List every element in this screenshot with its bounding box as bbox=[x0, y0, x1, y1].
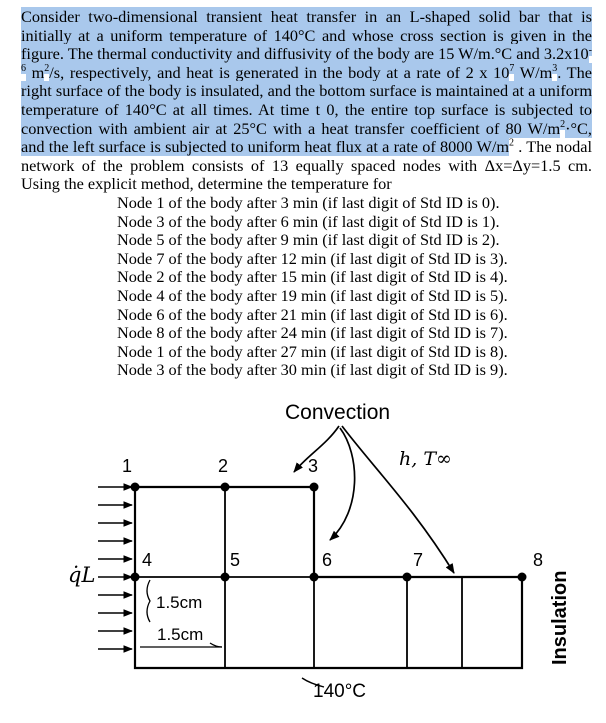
heat-flux-label: q̇L bbox=[68, 563, 96, 587]
node-label-3: 3 bbox=[308, 456, 319, 476]
node-label-7: 7 bbox=[413, 550, 424, 570]
node-7 bbox=[403, 573, 412, 582]
heat-flux-arrows bbox=[98, 487, 132, 649]
superscript-exponent: 2 bbox=[509, 137, 515, 149]
problem-text-4: W/m bbox=[514, 62, 553, 82]
node-8 bbox=[518, 573, 527, 582]
node-6 bbox=[310, 573, 319, 582]
case-item: Node 5 of the body after 9 min (if last digit of Std ID is 2). bbox=[117, 230, 500, 250]
node-label-8: 8 bbox=[533, 550, 544, 570]
bottom-temperature-label: 140°C bbox=[313, 681, 367, 702]
case-item: Node 3 of the body after 30 min (if last digit of Std ID is 9). bbox=[117, 360, 508, 380]
problem-text-3: /s, respectively, and heat is generated in the body at a rate of 2 x 10 bbox=[49, 62, 510, 82]
convection-coeff-label: h, T∞ bbox=[399, 448, 452, 470]
node-4 bbox=[131, 573, 140, 582]
node-label-5: 5 bbox=[230, 550, 241, 570]
case-item: Node 6 of the body after 21 min (if last digit of Std ID is 6). bbox=[117, 304, 508, 324]
node-label-4: 4 bbox=[142, 550, 153, 570]
node-labels bbox=[122, 456, 543, 570]
problem-text-6: ·°C, and the left surface is subjected to uniform heat flux at a rate of 8000 W/m bbox=[21, 118, 592, 157]
superscript-exponent: 3 bbox=[552, 63, 558, 75]
superscript-exponent: 2 bbox=[44, 63, 50, 75]
node-5 bbox=[221, 573, 230, 582]
node-label-2: 2 bbox=[218, 456, 229, 476]
problem-text-2: m bbox=[26, 62, 45, 82]
case-item: Node 4 of the body after 19 min (if last digit of Std ID is 5). bbox=[117, 285, 508, 305]
spacing-label: 1.5cm bbox=[157, 625, 204, 644]
node-label-6: 6 bbox=[322, 550, 333, 570]
node-2 bbox=[221, 483, 230, 492]
insulation-label: Insulation bbox=[549, 570, 571, 665]
case-item: Node 1 of the body after 3 min (if last digit of Std ID is 0). bbox=[117, 193, 500, 212]
case-item: Node 3 of the body after 6 min (if last digit of Std ID is 1). bbox=[117, 211, 500, 231]
case-item: Node 2 of the body after 15 min (if last digit of Std ID is 4). bbox=[117, 267, 508, 287]
convection-label: Convection bbox=[285, 401, 391, 424]
curved-arrow-icon bbox=[330, 428, 355, 540]
spacing-label: 1.5cm bbox=[156, 593, 203, 612]
node-1 bbox=[131, 483, 140, 492]
problem-text-5: . The right surface of the body is insulated, and the bottom surface is maintained at a uniform temperature of 140°C at all times. At time t 0, the entire top surface is subjected to convection with ambient air at 25°C with a heat transfer coefficient of 80 W/m bbox=[21, 62, 592, 138]
superscript-exponent: -6 bbox=[21, 44, 592, 75]
problem-text-7: . The nodal network of the problem consists of 13 equally spaced nodes with Δx=Δy=1.5 cm. Using the explicit method, determine the temperature for bbox=[21, 137, 592, 194]
superscript-exponent: 2 bbox=[560, 119, 566, 131]
node-3 bbox=[310, 483, 319, 492]
node-label-1: 1 bbox=[122, 456, 133, 476]
case-item: Node 7 of the body after 12 min (if last digit of Std ID is 3). bbox=[117, 248, 508, 268]
problem-text-1: Consider two-dimensional transient heat transfer in an L-shaped solid bar that is initially at a uniform temperature of 140°C and whose cross section is given in the figure. The thermal conductivity and diffusivity of the body are 15 W/m.°C and 3.2x10 bbox=[21, 7, 592, 64]
superscript-exponent: 7 bbox=[509, 63, 515, 75]
case-item: Node 8 of the body after 24 min (if last digit of Std ID is 7). bbox=[117, 323, 508, 343]
case-item: Node 1 of the body after 27 min (if last digit of Std ID is 8). bbox=[117, 341, 508, 361]
brace-icon bbox=[147, 580, 150, 622]
